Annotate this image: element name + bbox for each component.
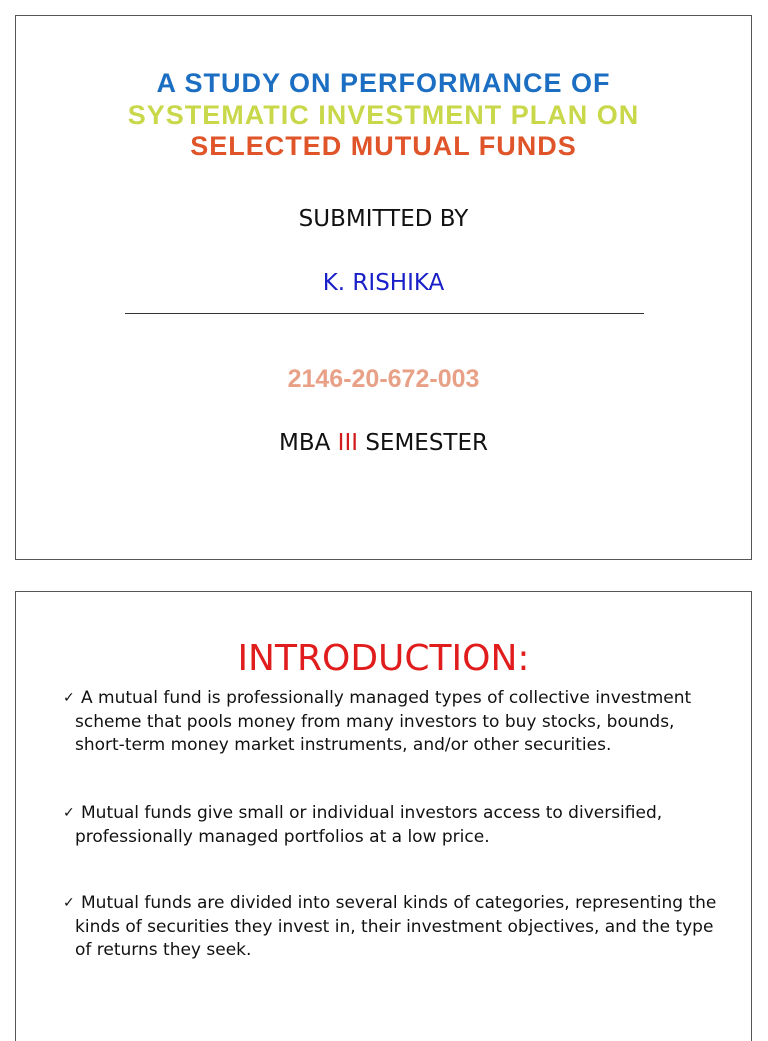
bullet-item (63, 687, 723, 758)
bullet-text: Mutual funds are divided into several kinds of categories, representing the kinds of securities they invest in, their investment objectives, and the type of returns they seek. (75, 893, 717, 960)
bullet-text: Mutual funds give small or individual investors access to diversified, professionally managed portfolios at a low price. (75, 803, 663, 847)
bullet-item (63, 892, 723, 963)
semester-line (16, 430, 751, 456)
checkmark-icon: ✓ (63, 805, 75, 821)
submitted-by-label: SUBMITTED BY (298, 206, 469, 232)
checkmark-icon: ✓ (63, 895, 75, 911)
title-line-2: SYSTEMATIC INVESTMENT PLAN ON (127, 100, 640, 130)
checkmark-icon: ✓ (63, 690, 75, 706)
title-line-1: A STUDY ON PERFORMANCE OF (156, 68, 611, 98)
semester-suffix: SEMESTER (365, 430, 488, 456)
divider-line (125, 313, 644, 314)
roll-number: 2146-20-672-003 (287, 365, 480, 393)
bullet-item (63, 802, 723, 849)
title-line-3: SELECTED MUTUAL FUNDS (190, 131, 577, 161)
bullet-text: A mutual fund is professionally managed types of collective investment scheme that pools money from many investors to buy stocks, bounds, short-term money market instruments, and/or other securities. (75, 688, 692, 755)
author-name: K. RISHIKA (322, 270, 445, 296)
introduction-slide (15, 591, 752, 1041)
semester-roman-numeral: III (337, 430, 359, 456)
semester-prefix: MBA (278, 430, 331, 456)
introduction-heading: INTRODUCTION: (237, 638, 530, 679)
title-slide (15, 15, 752, 560)
